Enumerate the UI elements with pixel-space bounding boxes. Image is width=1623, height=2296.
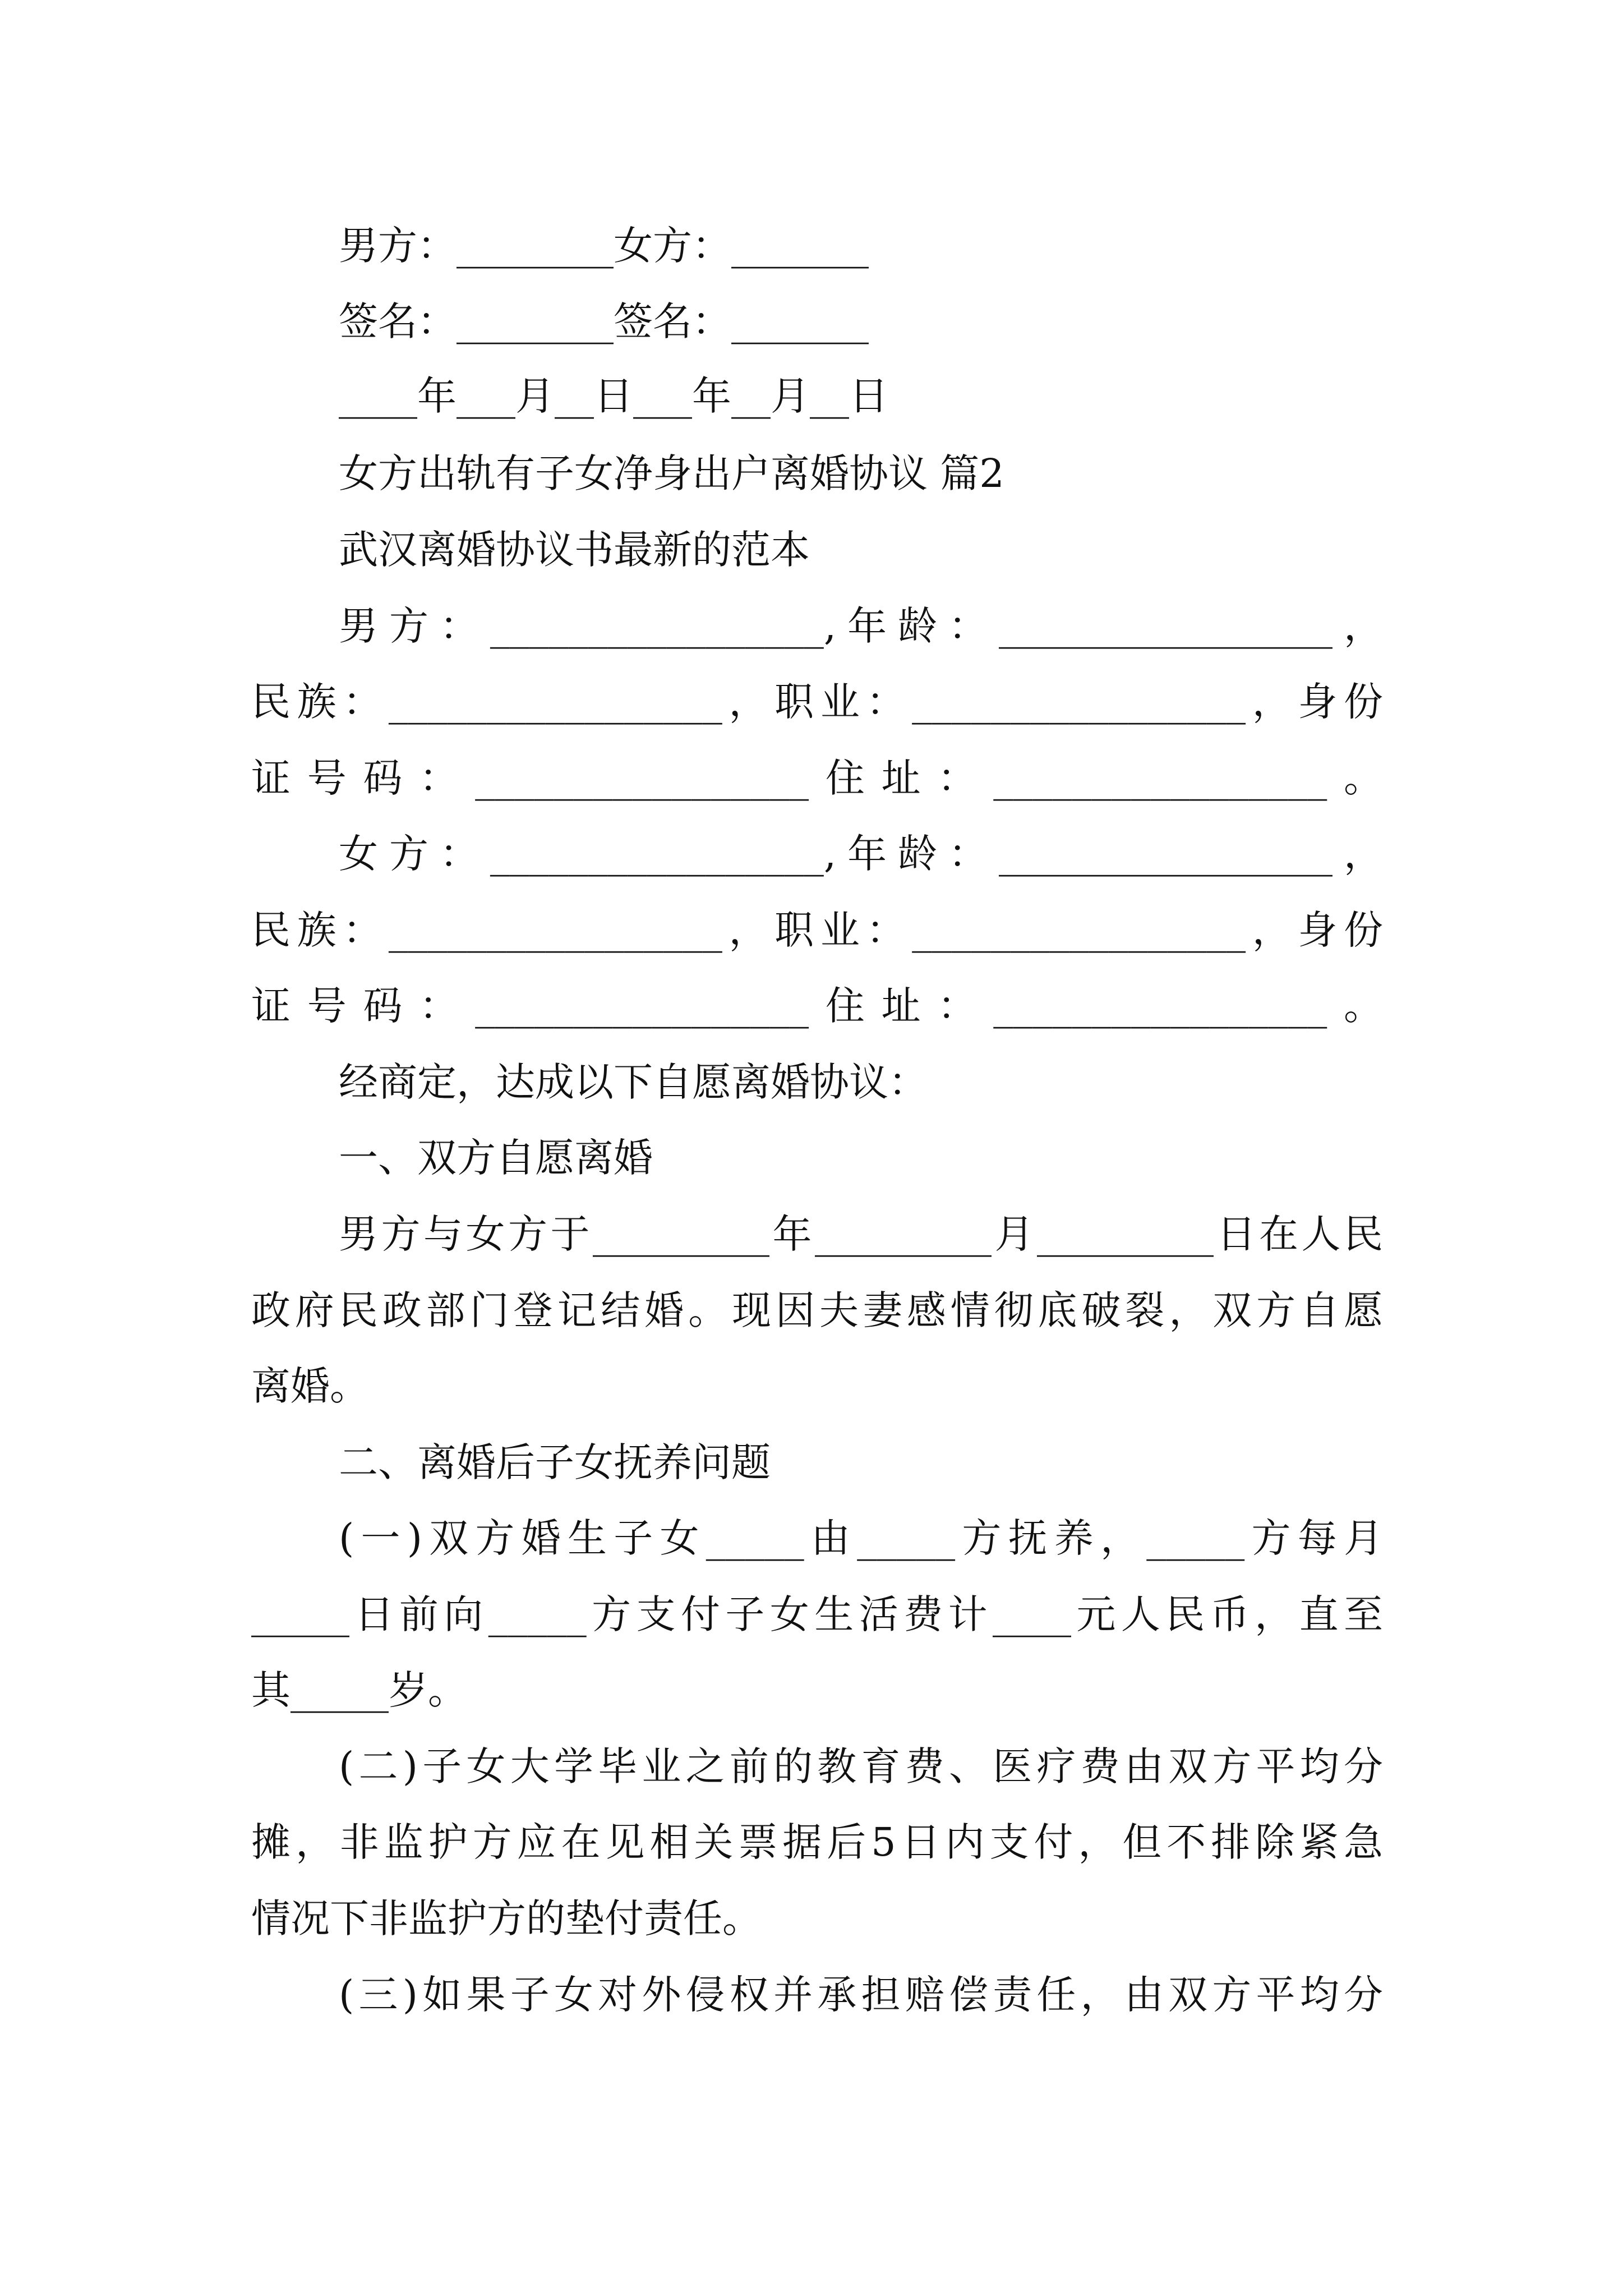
paragraph-line: 摊，非监护方应在见相关票据后5日内支付，但不排除紧急 xyxy=(251,1819,1383,1865)
paragraph-line: (一)双方婚生子女_____由_____方抚养，_____方每月 xyxy=(339,1515,1383,1561)
paragraph-line: 证号码：_________________住址：_________________。 xyxy=(251,755,1383,801)
clause-heading: 二、离婚后子女抚养问题 xyxy=(339,1439,771,1485)
clause-heading: 一、双方自愿离婚 xyxy=(339,1135,653,1181)
paragraph-line: 民族：_________________，职业：_________________，身份 xyxy=(251,679,1383,725)
signature-line-signatures: 签名：________签名：_______ xyxy=(339,298,869,344)
paragraph-line: 离婚。 xyxy=(251,1363,369,1409)
section-heading: 女方出轨有子女净身出户离婚协议 篇2 xyxy=(339,450,1004,496)
paragraph-line: 证号码：_________________住址：_________________。 xyxy=(251,983,1383,1029)
paragraph-line: (三)如果子女对外侵权并承担赔偿责任，由双方平均分 xyxy=(339,1972,1383,2018)
document-title: 武汉离婚协议书最新的范本 xyxy=(339,527,810,573)
paragraph-line: 男方与女方于_________年_________月_________日在人民 xyxy=(339,1211,1383,1257)
paragraph-line: 政府民政部门登记结婚。现因夫妻感情彻底破裂，双方自愿 xyxy=(251,1287,1383,1333)
paragraph-line: (二)子女大学毕业之前的教育费、医疗费由双方平均分 xyxy=(339,1743,1383,1789)
paragraph-line: 其_____岁。 xyxy=(251,1667,467,1713)
paragraph-line: 女方：_________________,年龄：_________________， xyxy=(339,831,1383,877)
paragraph-line: 民族：_________________，职业：_________________，身份 xyxy=(251,907,1383,953)
paragraph-line: 经商定，达成以下自愿离婚协议： xyxy=(339,1059,928,1105)
paragraph-line: 情况下非监护方的垫付责任。 xyxy=(251,1895,762,1941)
signature-line-dates: ____年___月__日___年__月__日 xyxy=(339,373,888,419)
signature-line-names: 男方：________女方：_______ xyxy=(339,223,869,269)
paragraph-line: _____日前向_____方支付子女生活费计____元人民币，直至 xyxy=(251,1591,1383,1637)
paragraph-line: 男方：_________________,年龄：_________________， xyxy=(339,603,1383,649)
